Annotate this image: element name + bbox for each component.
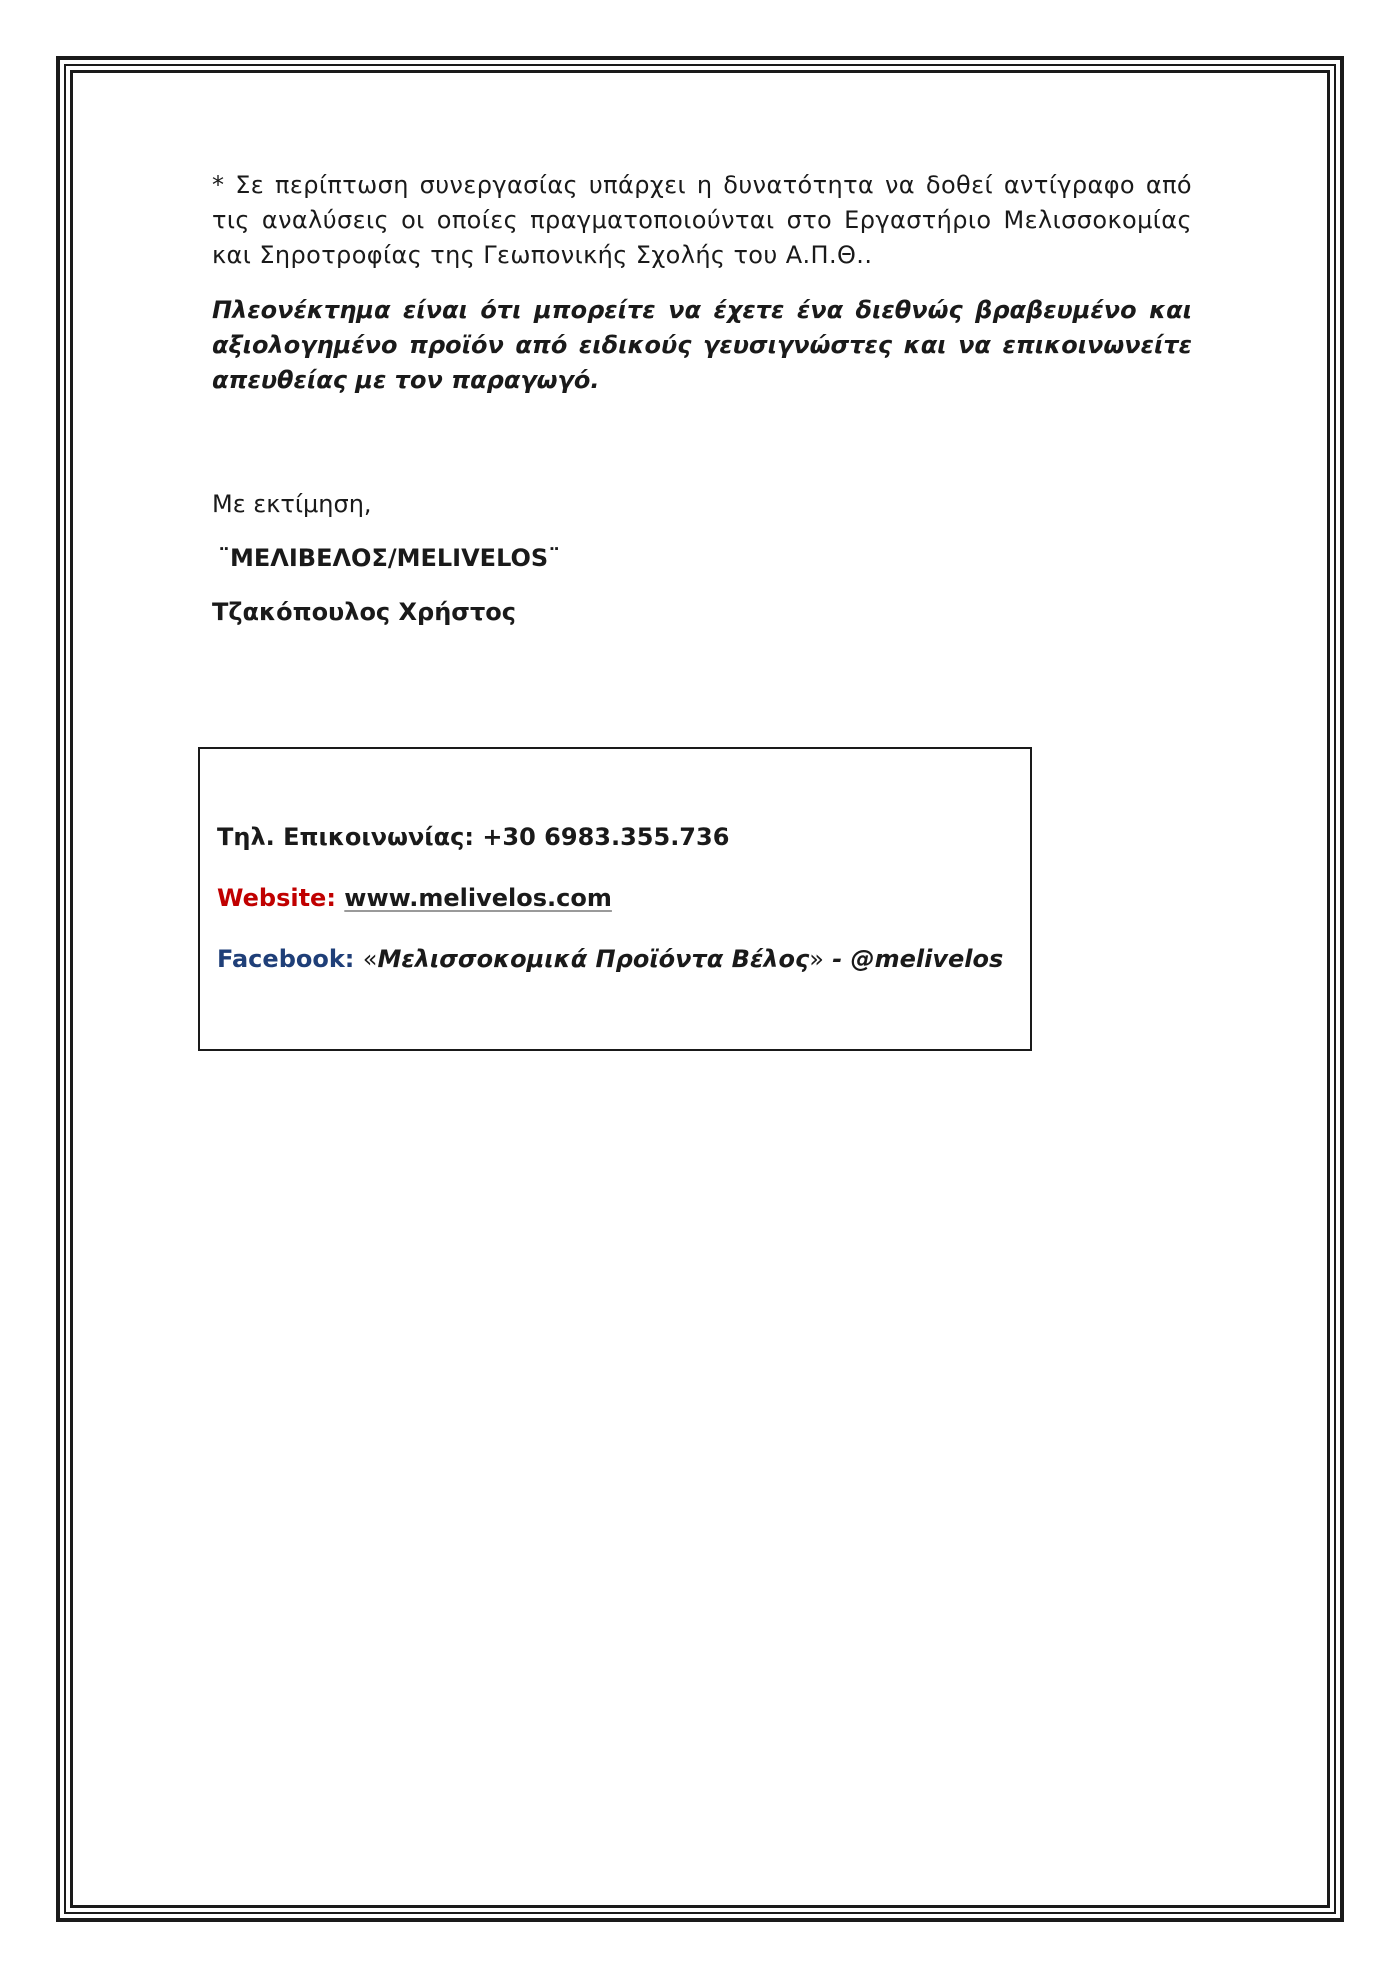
signer-name: Τζακόπουλος Χρήστος [212, 598, 517, 626]
website-line [217, 881, 1003, 915]
contact-box [198, 747, 1032, 1051]
phone-line: Τηλ. Επικοινωνίας: +30 6983.355.736 [217, 823, 730, 851]
website-label: Website: [217, 884, 336, 912]
facebook-line [217, 942, 1003, 976]
contact-lines [217, 820, 1003, 1003]
advantage-statement: Πλεονέκτημα είναι ότι μπορείτε να έχετε ένα διεθνώς βραβευμένο και αξιολογημένο προϊόν από ειδικούς γευσιγνώστες και να επικοινωνείτε απευθείας με τον παραγωγό. [212, 296, 1192, 394]
closing-salutation: Με εκτίμηση, [212, 490, 372, 518]
analysis-notice: * Σε περίπτωση συνεργασίας υπάρχει η δυνατότητα να δοθεί αντίγραφο από τις αναλύσεις οι οποίες πραγματοποιούνται στο Εργαστήριο Μελισσοκομίας και Σηροτροφίας της Γεωπονικής Σχολής του Α.Π.Θ.. [212, 171, 1192, 269]
website-link[interactable]: www.melivelos.com [344, 884, 612, 912]
facebook-label: Facebook: [217, 945, 355, 973]
facebook-open-quote: « [362, 945, 378, 973]
facebook-handle: - @melivelos [823, 945, 1004, 973]
facebook-page-name: Μελισσοκομικά Προϊόντα Βέλος [377, 945, 810, 973]
facebook-close-quote: » [809, 945, 824, 973]
company-name: ¨ΜΕΛΙΒΕΛΟΣ/MELIVELOS¨ [218, 544, 561, 572]
letter-body [212, 168, 1192, 629]
